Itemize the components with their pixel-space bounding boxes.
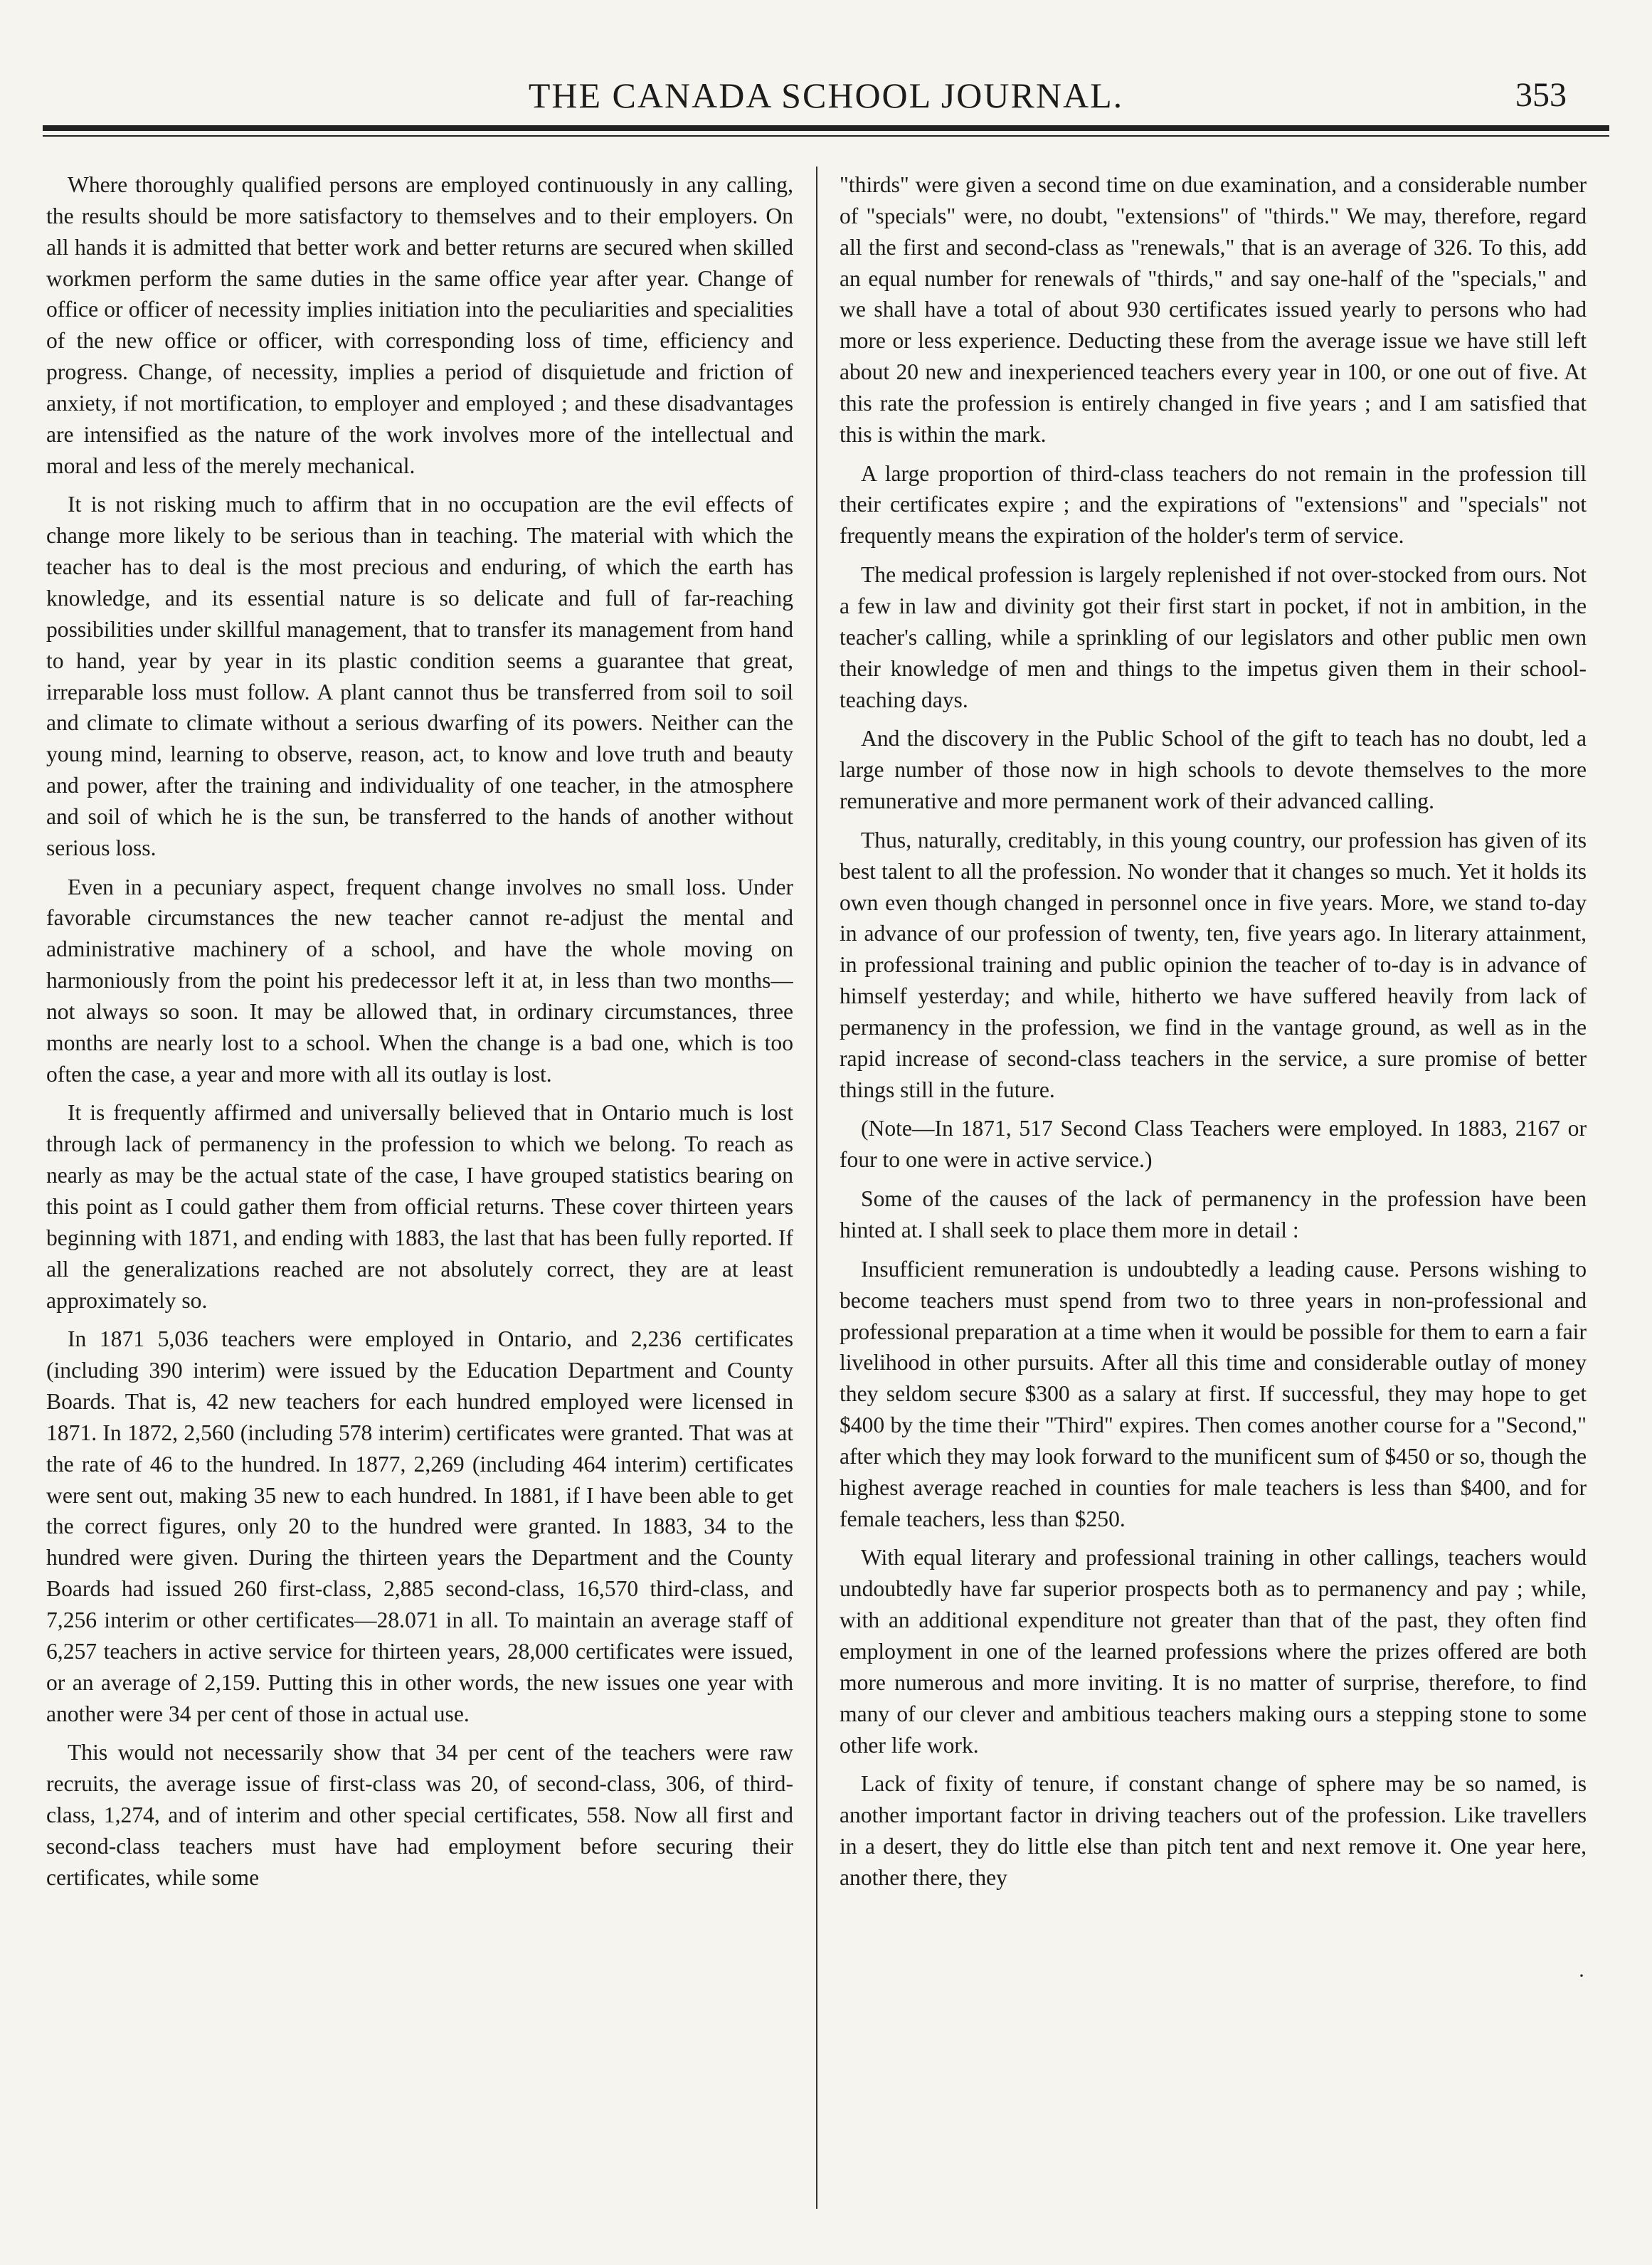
page-number: 353 xyxy=(1515,76,1567,114)
paragraph-permanency-benefits: Where thoroughly qualified persons are employed continuously in any calling, the results should be more satisfactory to themselves and to their employers. On all hands it is admitted that better work and better returns are secured when skilled workmen perform the same duties in the same office year after year. Change of office or officer of necessity implies initiation into the peculiarities and specialities of the new office or officer, with corresponding loss of time, efficiency and progress. Change, of necessity, implies a period of disquietude and friction of anxiety, if not mortification, to employer and employed ; and these disadvantages are intensified as the nature of the work involves more of the intellectual and moral and less of the merely mechanical. xyxy=(46,172,793,478)
column-divider xyxy=(816,167,817,2209)
right-column xyxy=(840,169,1587,2219)
paragraph-insufficient-remuneration: Insufficient remuneration is undoubtedly a leading cause. Persons wishing to become teachers must spend from two to three years in non-professional and professional preparation at a time when it would be possible for them to earn a fair livelihood in other pursuits. After all this time and considerable outlay of money they seldom secure $300 as a salary at first. If successful, they may hope to get $400 by the time their "Third" expires. Then comes another course for a "Second," after which they may look forward to the munificent sum of $450 or so, though the highest average reached in counties for male teachers is less than $400, and for female teachers, less than $250. xyxy=(840,1256,1587,1531)
paragraph-renewals-continued: "thirds" were given a second time on due examination, and a considerable number of "specials" were, no doubt, "extensions" of "thirds." We may, therefore, regard all the first and second-class as "renewals," that is an average of 326. To this, add an equal number for renewals of "thirds," and say one-half of the "specials," and we shall have a total of about 930 certificates issued yearly to persons who had more or less experience. Deducting these from the average issue we have still left about 20 new and inexperienced teachers every year in 100, or one out of five. At this rate the profession is entirely changed in five years ; and I am satisfied that this is within the mark. xyxy=(840,172,1587,447)
paragraph-statistics-intro: It is frequently affirmed and universally believed that in Ontario much is lost through lack of permanency in the profession to which we belong. To reach as nearly as may be the actual state of the case, I have grouped statistics bearing on this point as I could gather them from official returns. These cover thirteen years beginning with 1871, and ending with 1883, the last that has been fully reported. If all the generalizations reached are not absolutely correct, they are at least approximately so. xyxy=(46,1100,793,1313)
paragraph-note-second-class: (Note—In 1871, 517 Second Class Teachers were employed. In 1883, 2167 or four to one were in active service.) xyxy=(840,1116,1587,1173)
paragraph-causes-intro: Some of the causes of the lack of permanency in the profession have been hinted at. I shall seek to place them more in detail : xyxy=(840,1186,1587,1242)
paragraph-pecuniary-aspect: Even in a pecuniary aspect, frequent change involves no small loss. Under favorable circumstances the new teacher cannot re-adjust the mental and administrative machinery of a school, and have the whole moving on harmoniously from the point his predecessor left it at, in less than two months—not always so soon. It may be allowed that, in ordinary circumstances, three months are nearly lost to a school. When the change is a bad one, which is too often the case, a year and more with all its outlay is lost. xyxy=(46,874,793,1087)
running-head xyxy=(43,43,1609,128)
header-rule-thin xyxy=(43,135,1609,137)
paragraph-certificate-figures: In 1871 5,036 teachers were employed in Ontario, and 2,236 certificates (including 390 interim) were issued by the Education Department and County Boards. That is, 42 new teachers for each hundred employed were licensed in 1871. In 1872, 2,560 (including 578 interim) certificates were granted. That was at the rate of 46 to the hundred. In 1877, 2,269 (including 464 interim) certificates were sent out, making 35 new to each hundred. In 1881, if I have been able to get the correct figures, only 20 to the hundred were granted. In 1883, 34 to the hundred were given. During the thirteen years the Department and the County Boards had issued 260 first-class, 2,885 second-class, 16,570 third-class, and 7,256 interim or other certificates—28.071 in all. To maintain an average staff of 6,257 teachers in active service for thirteen years, 28,000 certificates were issued, or an average of 2,159. Putting this in other words, the new issues one year with another were 34 per cent of those in actual use. xyxy=(46,1326,793,1726)
paragraph-third-class-expiry: A large proportion of third-class teachers do not remain in the profession till their certificates expire ; and the expirations of "extensions" and "specials" not frequently means the expiration of the holder's term of service. xyxy=(840,460,1587,549)
margin-mark: · xyxy=(1578,1964,1585,1987)
paragraph-medical-profession: The medical profession is largely replenished if not over-stocked from ours. Not a few in law and divinity got their first start in pocket, if not in ambition, in the teacher's calling, while a sprinkling of our legislators and other public men own their knowledge of men and things to the impetus given them in their school-teaching days. xyxy=(840,562,1587,712)
left-column xyxy=(46,169,793,2219)
paragraph-raw-recruits: This would not necessarily show that 34 per cent of the teachers were raw recruits, the average issue of first-class was 20, of second-class, 306, of third-class, 1,274, and of interim and other special certificates, 558. Now all first and second-class teachers must have had employment before securing their certificates, while some xyxy=(46,1740,793,1890)
header-rule-thick xyxy=(43,125,1609,131)
journal-title: THE CANADA SCHOOL JOURNAL. xyxy=(528,75,1124,115)
paragraph-other-callings: With equal literary and professional training in other callings, teachers would undoubtedly have far superior prospects both as to permanency and pay ; while, with an additional expenditure not greater than that of the past, they often find employment in one of the learned professions where the prizes offered are both more numerous and more inviting. It is no matter of surprise, therefore, to find many of our clever and ambitious teachers making ours a stepping stone to some other life work. xyxy=(840,1545,1587,1758)
paragraph-evil-effects-of-change: It is not risking much to affirm that in no occupation are the evil effects of change more likely to be serious than in teaching. The material with which the teacher has to deal is the most precious and enduring, of which the earth has knowledge, and its essential nature is so delicate and full of far-reaching possibilities under skillful management, that to transfer its management from hand to hand, year by year in its plastic condition seems a guarantee that great, irreparable loss must follow. A plant cannot thus be transferred from soil to soil and climate to climate without a serious dwarfing of its powers. Neither can the young mind, learning to observe, reason, act, to know and love truth and beauty and power, after the training and individuality of one teacher, in the atmosphere and soil of which he is the sun, be transferred to the hands of another without serious loss. xyxy=(46,492,793,860)
paragraph-fixity-of-tenure: Lack of fixity of tenure, if constant change of sphere may be so named, is another important factor in driving teachers out of the profession. Like travellers in a desert, they do little else than pitch tent and next remove it. One year here, another there, they xyxy=(840,1771,1587,1890)
paragraph-discovery-of-gift: And the discovery in the Public School of the gift to teach has no doubt, led a large number of those now in high schools to devote themselves to the more remunerative and more permanent work of their advanced calling. xyxy=(840,726,1587,814)
paragraph-young-country: Thus, naturally, creditably, in this young country, our profession has given of its best talent to all the profession. No wonder that it changes so much. Yet it holds its own even though changed in personnel once in five years. More, we stand to-day in advance of our profession of twenty, ten, five years ago. In literary attainment, in professional training and public opinion the teacher of to-day is in advance of himself yesterday; and while, hitherto we have suffered heavily from lack of permanency in the profession, we find in the vantage ground, as well as in the rapid increase of second-class teachers in the service, a sure promise of better things still in the future. xyxy=(840,827,1587,1102)
